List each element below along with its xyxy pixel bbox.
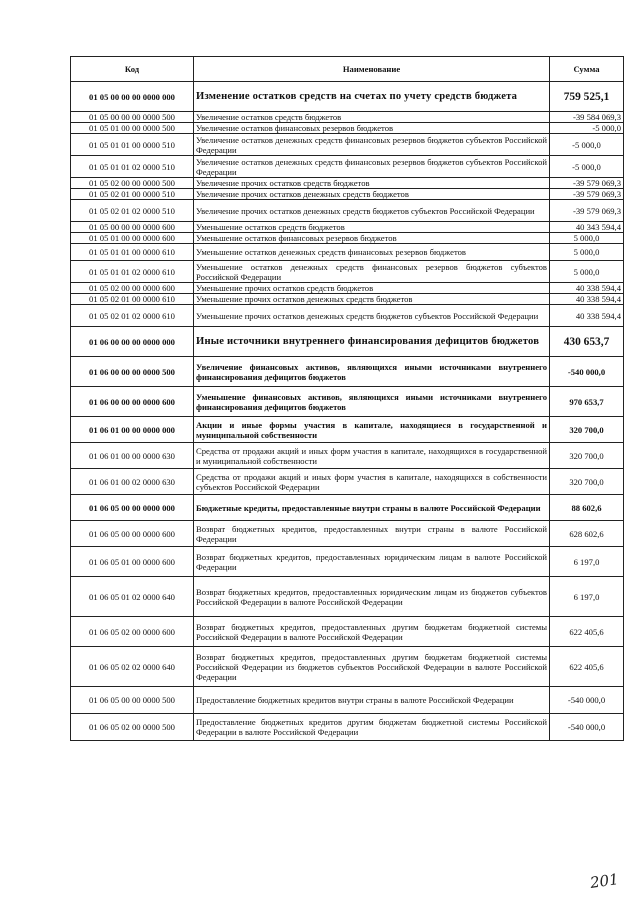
row-sum: 5 000,0 (550, 244, 624, 261)
row-sum: 622 405,6 (550, 647, 624, 687)
row-name: Увеличение прочих остатков денежных средств бюджетов (194, 189, 550, 200)
table-row (71, 443, 624, 469)
row-name: Увеличение прочих остатков средств бюджетов (194, 178, 550, 189)
row-code: 01 05 01 01 00 0000 510 (71, 134, 194, 156)
row-code: 01 06 05 01 00 0000 600 (71, 547, 194, 577)
row-sum: 40 338 594,4 (550, 283, 624, 294)
row-name: Увеличение остатков финансовых резервов бюджетов (194, 123, 550, 134)
row-sum: 88 602,6 (550, 495, 624, 521)
table-row (71, 134, 624, 156)
row-name: Средства от продажи акций и иных форм участия в капитале, находящихся в собственности субъектов Российской Федерации (194, 469, 550, 495)
table-row (71, 305, 624, 327)
row-code: 01 06 05 02 00 0000 600 (71, 617, 194, 647)
table-row (71, 294, 624, 305)
row-sum: 5 000,0 (550, 261, 624, 283)
row-name: Возврат бюджетных кредитов, предоставленных другим бюджетам бюджетной системы Российской Федерации в валюте Российской Федерации (194, 617, 550, 647)
table-row (71, 156, 624, 178)
row-name: Увеличение остатков денежных средств финансовых резервов бюджетов субъектов Российской Федерации (194, 134, 550, 156)
row-name: Уменьшение остатков финансовых резервов бюджетов (194, 233, 550, 244)
table-row (71, 233, 624, 244)
row-name: Уменьшение остатков денежных средств финансовых резервов бюджетов субъектов Российской Федерации (194, 261, 550, 283)
budget-sources-table (70, 56, 624, 741)
row-sum: 40 338 594,4 (550, 294, 624, 305)
row-code: 01 05 01 01 02 0000 510 (71, 156, 194, 178)
row-sum: 970 653,7 (550, 387, 624, 417)
row-name: Изменение остатков средств на счетах по учету средств бюджета (194, 82, 550, 112)
table-row (71, 200, 624, 222)
row-code: 01 06 01 00 02 0000 630 (71, 469, 194, 495)
row-code: 01 05 00 00 00 0000 600 (71, 222, 194, 233)
row-code: 01 05 00 00 00 0000 000 (71, 82, 194, 112)
table-row (71, 387, 624, 417)
row-name: Акции и иные формы участия в капитале, находящиеся в государственной и муниципальной собственности (194, 417, 550, 443)
row-name: Увеличение остатков денежных средств финансовых резервов бюджетов субъектов Российской Федерации (194, 156, 550, 178)
row-code: 01 05 02 01 00 0000 610 (71, 294, 194, 305)
row-code: 01 06 00 00 00 0000 000 (71, 327, 194, 357)
row-code: 01 05 02 00 00 0000 600 (71, 283, 194, 294)
row-sum: -39 579 069,3 (550, 189, 624, 200)
row-sum: 320 700,0 (550, 417, 624, 443)
row-sum: -540 000,0 (550, 714, 624, 741)
row-code: 01 05 01 01 02 0000 610 (71, 261, 194, 283)
row-name: Предоставление бюджетных кредитов другим бюджетам бюджетной системы Российской Федерации в валюте Российской Федерации (194, 714, 550, 741)
row-sum: 6 197,0 (550, 547, 624, 577)
header-name: Наименование (194, 57, 550, 82)
header-code: Код (71, 57, 194, 82)
row-code: 01 06 05 00 00 0000 500 (71, 687, 194, 714)
row-sum: 320 700,0 (550, 469, 624, 495)
row-sum: -540 000,0 (550, 357, 624, 387)
row-name: Средства от продажи акций и иных форм участия в капитале, находящихся в государственной и муниципальной собственности (194, 443, 550, 469)
row-sum: 622 405,6 (550, 617, 624, 647)
row-code: 01 06 05 01 02 0000 640 (71, 577, 194, 617)
handwritten-page-number: 201 (588, 870, 620, 892)
row-code: 01 05 00 00 00 0000 500 (71, 112, 194, 123)
row-sum: -5 000,0 (550, 134, 624, 156)
table-row (71, 577, 624, 617)
header-sum: Сумма (550, 57, 624, 82)
row-code: 01 06 01 00 00 0000 000 (71, 417, 194, 443)
table-row (71, 327, 624, 357)
row-code: 01 06 05 00 00 0000 600 (71, 521, 194, 547)
table-row (71, 617, 624, 647)
row-sum: -39 579 069,3 (550, 178, 624, 189)
row-code: 01 05 01 01 00 0000 610 (71, 244, 194, 261)
table-row (71, 469, 624, 495)
row-sum: 320 700,0 (550, 443, 624, 469)
row-name: Уменьшение прочих остатков средств бюджетов (194, 283, 550, 294)
table-row (71, 178, 624, 189)
row-sum: -540 000,0 (550, 687, 624, 714)
table-row (71, 82, 624, 112)
row-sum: 6 197,0 (550, 577, 624, 617)
row-name: Уменьшение остатков денежных средств финансовых резервов бюджетов (194, 244, 550, 261)
table-row (71, 261, 624, 283)
row-code: 01 05 02 01 00 0000 510 (71, 189, 194, 200)
row-name: Уменьшение прочих остатков денежных средств бюджетов (194, 294, 550, 305)
table-row (71, 283, 624, 294)
row-code: 01 05 01 00 00 0000 600 (71, 233, 194, 244)
row-code: 01 06 05 02 00 0000 500 (71, 714, 194, 741)
row-sum: 5 000,0 (550, 233, 624, 244)
row-code: 01 06 05 02 02 0000 640 (71, 647, 194, 687)
row-name: Возврат бюджетных кредитов, предоставленных внутри страны в валюте Российской Федерации (194, 521, 550, 547)
row-name: Возврат бюджетных кредитов, предоставленных юридическим лицам в валюте Российской Федерации (194, 547, 550, 577)
row-name: Возврат бюджетных кредитов, предоставленных юридическим лицам из бюджетов субъектов Российской Федерации в валюте Российской Федерации (194, 577, 550, 617)
table-row (71, 222, 624, 233)
table-row (71, 417, 624, 443)
table-row (71, 189, 624, 200)
row-code: 01 05 02 00 00 0000 500 (71, 178, 194, 189)
row-name: Увеличение финансовых активов, являющихся иными источниками внутреннего финансирования дефицитов бюджетов (194, 357, 550, 387)
row-code: 01 06 00 00 00 0000 600 (71, 387, 194, 417)
table-row (71, 647, 624, 687)
row-sum: -5 000,0 (550, 156, 624, 178)
row-sum: 759 525,1 (550, 82, 624, 112)
table-header-row (71, 57, 624, 82)
row-sum: -39 584 069,3 (550, 112, 624, 123)
table-row (71, 244, 624, 261)
row-code: 01 05 01 00 00 0000 500 (71, 123, 194, 134)
row-sum: 628 602,6 (550, 521, 624, 547)
table-row (71, 112, 624, 123)
row-name: Увеличение остатков средств бюджетов (194, 112, 550, 123)
row-name: Увеличение прочих остатков денежных средств бюджетов субъектов Российской Федерации (194, 200, 550, 222)
row-sum: 40 338 594,4 (550, 305, 624, 327)
table-body (71, 82, 624, 741)
table-row (71, 123, 624, 134)
row-sum: -5 000,0 (550, 123, 624, 134)
table-row (71, 357, 624, 387)
table-row (71, 687, 624, 714)
row-sum: 40 343 594,4 (550, 222, 624, 233)
row-sum: -39 579 069,3 (550, 200, 624, 222)
row-code: 01 05 02 01 02 0000 610 (71, 305, 194, 327)
row-name: Предоставление бюджетных кредитов внутри страны в валюте Российской Федерации (194, 687, 550, 714)
row-sum: 430 653,7 (550, 327, 624, 357)
row-code: 01 06 01 00 00 0000 630 (71, 443, 194, 469)
row-name: Уменьшение финансовых активов, являющихся иными источниками внутреннего финансирования дефицитов бюджетов (194, 387, 550, 417)
row-code: 01 06 05 00 00 0000 000 (71, 495, 194, 521)
table-row (71, 521, 624, 547)
table-row (71, 714, 624, 741)
row-name: Уменьшение остатков средств бюджетов (194, 222, 550, 233)
table-row (71, 495, 624, 521)
row-name: Бюджетные кредиты, предоставленные внутри страны в валюте Российской Федерации (194, 495, 550, 521)
row-name: Возврат бюджетных кредитов, предоставленных другим бюджетам бюджетной системы Российской Федерации из бюджетов субъектов Российской Федерации в валюте Российской Федерации (194, 647, 550, 687)
row-code: 01 06 00 00 00 0000 500 (71, 357, 194, 387)
row-code: 01 05 02 01 02 0000 510 (71, 200, 194, 222)
row-name: Уменьшение прочих остатков денежных средств бюджетов субъектов Российской Федерации (194, 305, 550, 327)
row-name: Иные источники внутреннего финансирования дефицитов бюджетов (194, 327, 550, 357)
table-row (71, 547, 624, 577)
